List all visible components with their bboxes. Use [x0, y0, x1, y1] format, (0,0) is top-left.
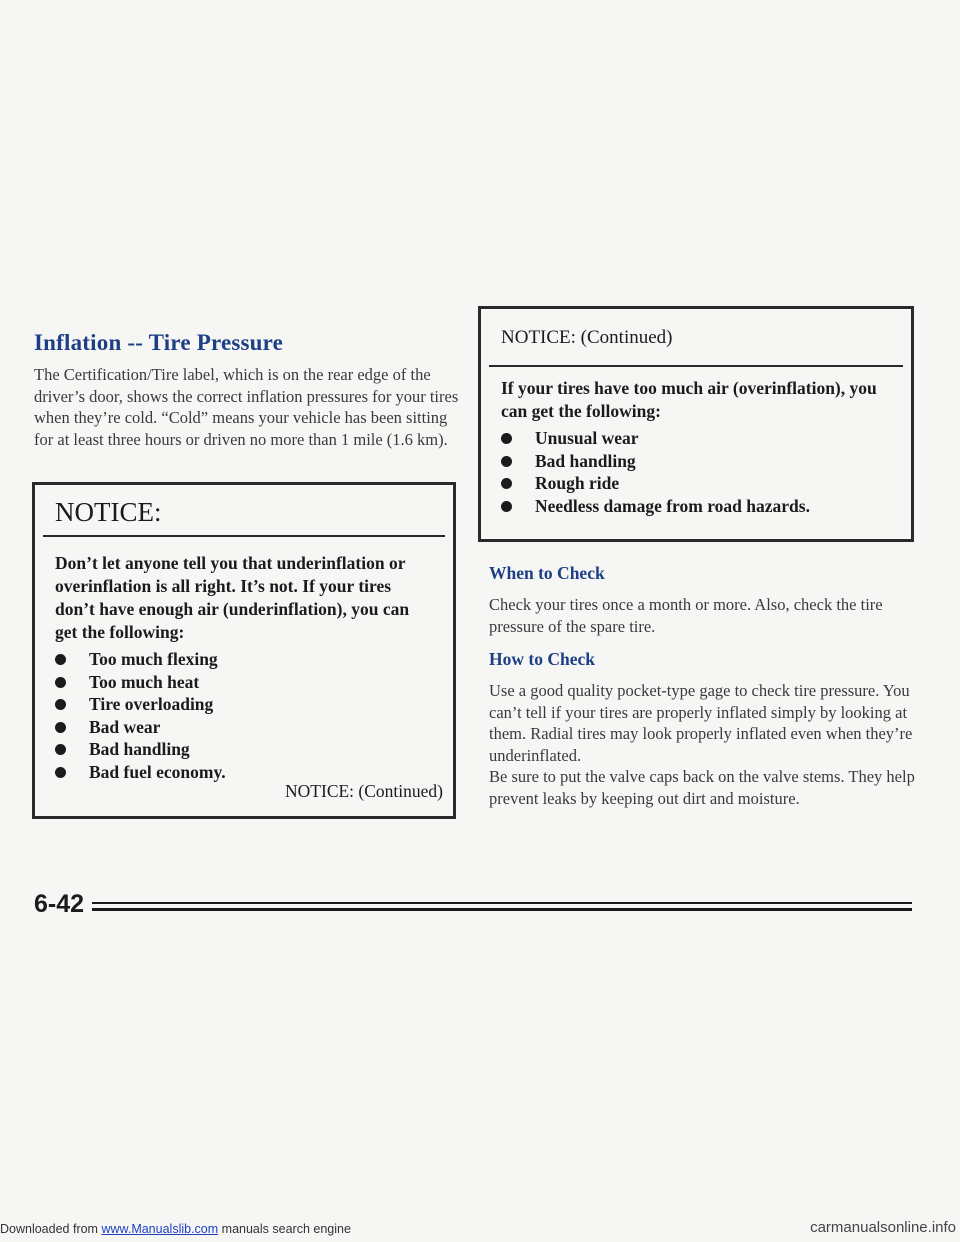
footer-source — [0, 1222, 351, 1236]
bullet-icon — [55, 699, 66, 710]
list-item-text: Bad handling — [535, 450, 636, 471]
bullet-icon — [55, 677, 66, 688]
list-item-text: Bad handling — [89, 739, 190, 759]
bullet-icon — [55, 744, 66, 755]
list-item-text: Needless damage from road hazards. — [535, 495, 810, 516]
list-item-text: Tire overloading — [89, 694, 214, 714]
list-item — [55, 716, 431, 739]
how-to-check-heading: How to Check — [489, 649, 595, 669]
list-item — [55, 671, 431, 694]
underinflation-list — [55, 648, 431, 783]
list-item — [501, 450, 889, 473]
footer-suffix: manuals search engine — [221, 1222, 351, 1236]
notice-lead-text: Don’t let anyone tell you that underinflation or overinflation is all right. It’s not. If your tires don’t have enough air (underinflation), you can get the following: — [55, 553, 410, 642]
watermark-text: carmanualsonline.info — [810, 1219, 956, 1236]
list-item-text: Too much flexing — [89, 649, 218, 669]
section-heading: Inflation -- Tire Pressure — [34, 330, 284, 355]
list-item-text: Unusual wear — [535, 428, 639, 448]
notice-lead-text: If your tires have too much air (overinflation), you can get the following: — [501, 378, 877, 421]
bullet-icon — [501, 433, 512, 444]
list-item — [55, 648, 431, 671]
bullet-icon — [501, 456, 512, 467]
list-item — [501, 495, 889, 518]
when-to-check-heading: When to Check — [489, 563, 605, 583]
list-item — [55, 693, 431, 716]
list-item — [501, 427, 889, 450]
list-item-text: Bad wear — [89, 716, 161, 737]
intro-paragraph: The Certification/Tire label, which is on the rear edge of the driver’s door, shows the correct inflation pressures for your tires when they’re cold. “Cold” means your vehicle has been sitting for at least three hours or driven no more than 1 mile (1.6 km). — [34, 365, 459, 449]
bullet-icon — [55, 767, 66, 778]
valve-caps-text: Be sure to put the valve caps back on the valve stems. They help prevent leaks by keeping out dirt and moisture. — [489, 767, 915, 808]
page-number: 6-42 — [34, 890, 85, 918]
notice-box-right — [478, 306, 914, 542]
bullet-icon — [55, 722, 66, 733]
notice-box-left — [32, 482, 456, 819]
bullet-icon — [55, 654, 66, 665]
list-item-text: Bad fuel economy. — [89, 761, 226, 782]
list-item-text: Rough ride — [535, 473, 620, 493]
notice-continued-heading: NOTICE: (Continued) — [489, 309, 903, 367]
when-to-check-text: Check your tires once a month or more. Also, check the tire pressure of the spare tire. — [489, 595, 883, 636]
notice-body — [481, 367, 911, 517]
footer-rule — [92, 902, 912, 904]
list-item — [501, 472, 889, 495]
footer-prefix: Downloaded from — [0, 1222, 98, 1236]
list-item — [55, 738, 431, 761]
notice-heading: NOTICE: — [43, 485, 445, 537]
notice-continued-label: NOTICE: (Continued) — [285, 781, 443, 801]
manualslib-link[interactable]: www.Manualslib.com — [101, 1222, 219, 1236]
notice-body — [35, 537, 453, 783]
bullet-icon — [501, 478, 512, 489]
bullet-icon — [501, 501, 512, 512]
overinflation-list — [501, 427, 889, 517]
list-item — [55, 761, 431, 784]
footer-rule-thick — [92, 908, 912, 911]
list-item-text: Too much heat — [89, 671, 200, 692]
how-to-check-text: Use a good quality pocket-type gage to check tire pressure. You can’t tell if your tires are properly inflated simply by looking at them. Radial tires may look properly inflated even when they’re underinflated. — [489, 681, 913, 765]
